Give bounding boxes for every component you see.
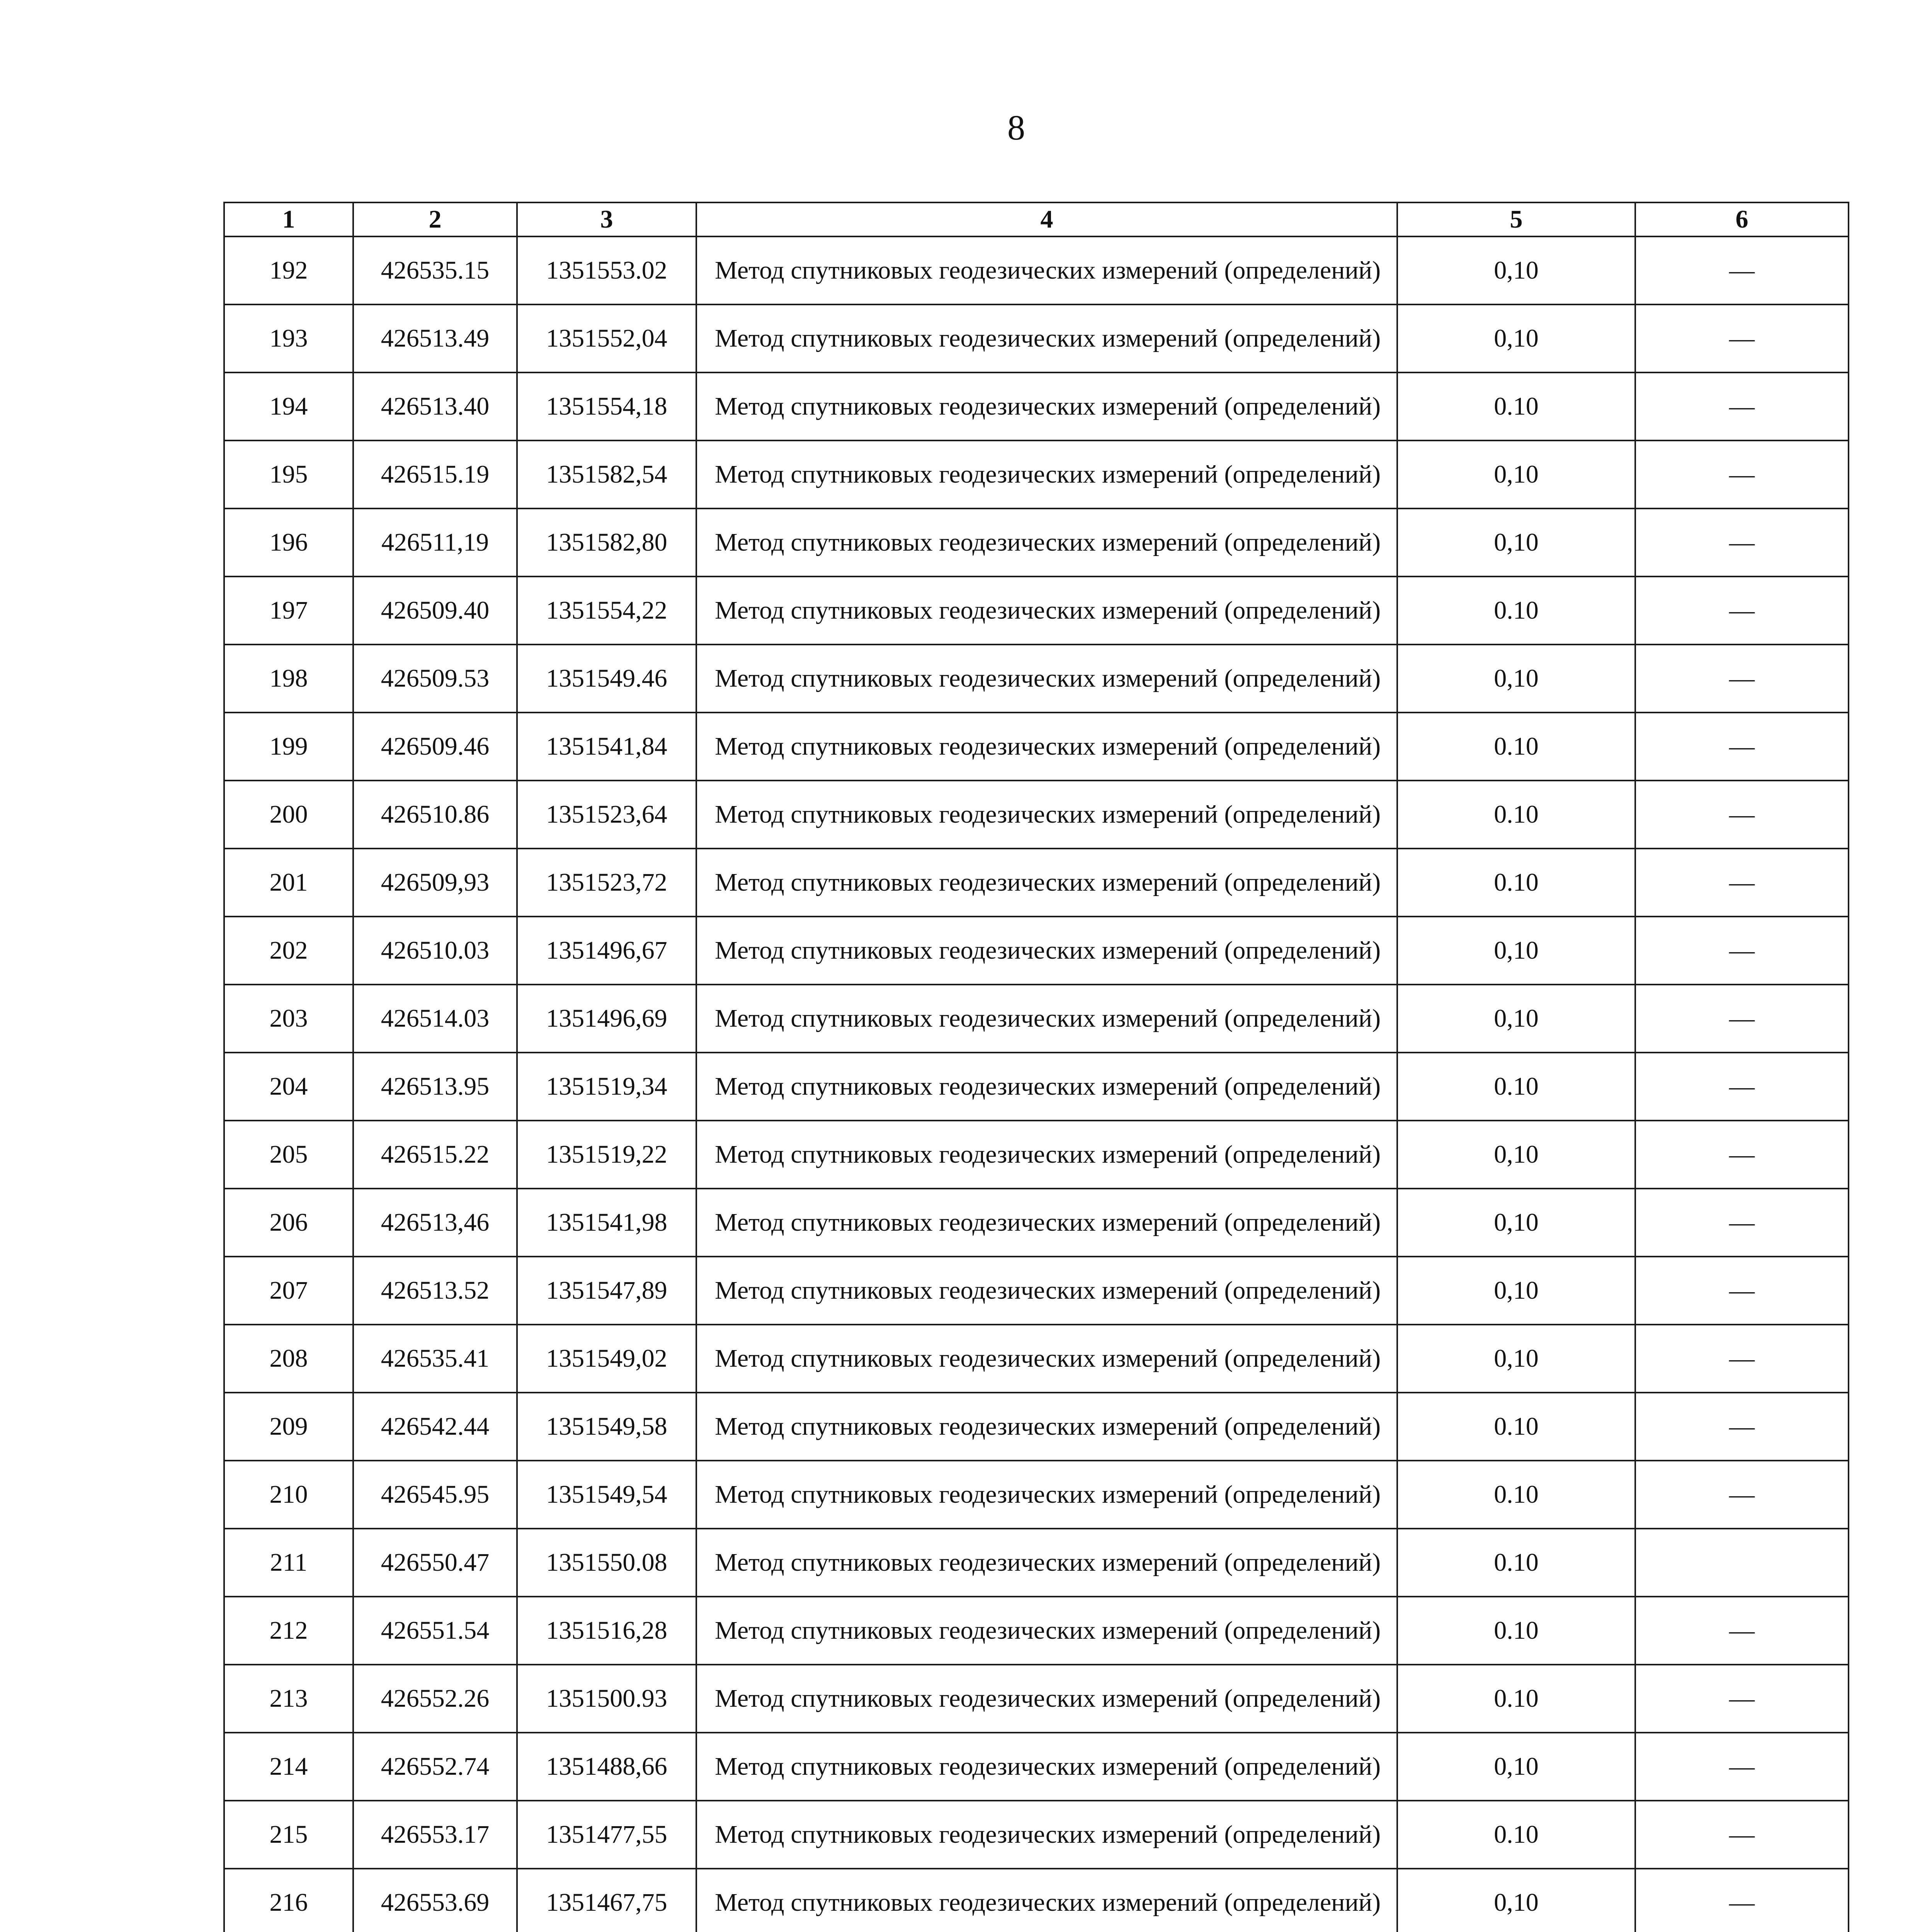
table-row [224,1801,1849,1869]
y-coordinate-cell: 1351496,67 [517,917,696,985]
method-cell: Метод спутниковых геодезических измерений (определений) [696,985,1397,1053]
method-cell: Метод спутниковых геодезических измерений (определений) [696,645,1397,713]
point-number-cell: 197 [224,577,353,645]
accuracy-cell: 0.10 [1397,1597,1635,1665]
x-coordinate-cell: 426513.52 [353,1257,517,1325]
table-row [224,1121,1849,1189]
x-coordinate-cell: 426553.69 [353,1869,517,1932]
table-row [224,917,1849,985]
point-number-cell: 194 [224,372,353,440]
y-coordinate-cell: 1351519,22 [517,1121,696,1189]
note-cell: — [1635,1393,1849,1461]
note-cell: — [1635,713,1849,781]
y-coordinate-cell: 1351500.93 [517,1665,696,1733]
note-cell [1635,1529,1849,1597]
header-col-4: 4 [696,202,1397,236]
y-coordinate-cell: 1351523,72 [517,849,696,917]
header-col-6: 6 [1635,202,1849,236]
note-cell: — [1635,645,1849,713]
point-number-cell: 195 [224,440,353,509]
accuracy-cell: 0.10 [1397,781,1635,849]
method-cell: Метод спутниковых геодезических измерений (определений) [696,577,1397,645]
y-coordinate-cell: 1351496,69 [517,985,696,1053]
method-cell: Метод спутниковых геодезических измерений (определений) [696,849,1397,917]
table-row [224,236,1849,304]
accuracy-cell: 0.10 [1397,713,1635,781]
point-number-cell: 215 [224,1801,353,1869]
table-row [224,372,1849,440]
method-cell: Метод спутниковых геодезических измерений (определений) [696,1053,1397,1121]
coordinates-table [223,202,1849,1932]
y-coordinate-cell: 1351547,89 [517,1257,696,1325]
x-coordinate-cell: 426553.17 [353,1801,517,1869]
header-col-3: 3 [517,202,696,236]
x-coordinate-cell: 426510.03 [353,917,517,985]
point-number-cell: 207 [224,1257,353,1325]
accuracy-cell: 0,10 [1397,645,1635,713]
x-coordinate-cell: 426510.86 [353,781,517,849]
x-coordinate-cell: 426513.49 [353,304,517,372]
point-number-cell: 208 [224,1325,353,1393]
note-cell: — [1635,509,1849,577]
method-cell: Метод спутниковых геодезических измерений (определений) [696,1801,1397,1869]
x-coordinate-cell: 426513.40 [353,372,517,440]
y-coordinate-cell: 1351477,55 [517,1801,696,1869]
note-cell: — [1635,1733,1849,1801]
y-coordinate-cell: 1351549,02 [517,1325,696,1393]
point-number-cell: 209 [224,1393,353,1461]
y-coordinate-cell: 1351554,22 [517,577,696,645]
y-coordinate-cell: 1351523,64 [517,781,696,849]
note-cell: — [1635,1869,1849,1932]
point-number-cell: 211 [224,1529,353,1597]
method-cell: Метод спутниковых геодезических измерений (определений) [696,1121,1397,1189]
accuracy-cell: 0.10 [1397,577,1635,645]
point-number-cell: 203 [224,985,353,1053]
method-cell: Метод спутниковых геодезических измерений (определений) [696,1325,1397,1393]
method-cell: Метод спутниковых геодезических измерений (определений) [696,1393,1397,1461]
y-coordinate-cell: 1351552,04 [517,304,696,372]
table-row [224,1393,1849,1461]
point-number-cell: 202 [224,917,353,985]
accuracy-cell: 0,10 [1397,509,1635,577]
x-coordinate-cell: 426552.74 [353,1733,517,1801]
y-coordinate-cell: 1351549,54 [517,1461,696,1529]
table-row [224,509,1849,577]
accuracy-cell: 0.10 [1397,1801,1635,1869]
x-coordinate-cell: 426515.19 [353,440,517,509]
x-coordinate-cell: 426550.47 [353,1529,517,1597]
table-row [224,577,1849,645]
note-cell: — [1635,849,1849,917]
table-row [224,1461,1849,1529]
point-number-cell: 216 [224,1869,353,1932]
accuracy-cell: 0,10 [1397,917,1635,985]
point-number-cell: 213 [224,1665,353,1733]
table-row [224,1665,1849,1733]
point-number-cell: 201 [224,849,353,917]
note-cell: — [1635,1257,1849,1325]
table-row [224,1733,1849,1801]
point-number-cell: 204 [224,1053,353,1121]
x-coordinate-cell: 426542.44 [353,1393,517,1461]
method-cell: Метод спутниковых геодезических измерений (определений) [696,372,1397,440]
accuracy-cell: 0,10 [1397,1121,1635,1189]
table-body [224,236,1849,1932]
header-col-5: 5 [1397,202,1635,236]
x-coordinate-cell: 426509.53 [353,645,517,713]
x-coordinate-cell: 426511,19 [353,509,517,577]
y-coordinate-cell: 1351488,66 [517,1733,696,1801]
x-coordinate-cell: 426509.46 [353,713,517,781]
accuracy-cell: 0.10 [1397,1053,1635,1121]
x-coordinate-cell: 426514.03 [353,985,517,1053]
note-cell: — [1635,1325,1849,1393]
method-cell: Метод спутниковых геодезических измерений (определений) [696,509,1397,577]
y-coordinate-cell: 1351516,28 [517,1597,696,1665]
accuracy-cell: 0,10 [1397,1733,1635,1801]
note-cell: — [1635,1665,1849,1733]
method-cell: Метод спутниковых геодезических измерений (определений) [696,1189,1397,1257]
table-row [224,645,1849,713]
table-row [224,1597,1849,1665]
note-cell: — [1635,1801,1849,1869]
method-cell: Метод спутниковых геодезических измерений (определений) [696,440,1397,509]
accuracy-cell: 0.10 [1397,372,1635,440]
note-cell: — [1635,1461,1849,1529]
page-number: 8 [1007,108,1025,147]
table-row [224,985,1849,1053]
y-coordinate-cell: 1351582,80 [517,509,696,577]
accuracy-cell: 0.10 [1397,1461,1635,1529]
x-coordinate-cell: 426509,93 [353,849,517,917]
table-row [224,1053,1849,1121]
point-number-cell: 199 [224,713,353,781]
method-cell: Метод спутниковых геодезических измерений (определений) [696,917,1397,985]
x-coordinate-cell: 426552.26 [353,1665,517,1733]
accuracy-cell: 0,10 [1397,1869,1635,1932]
note-cell: — [1635,372,1849,440]
accuracy-cell: 0.10 [1397,1393,1635,1461]
note-cell: — [1635,577,1849,645]
x-coordinate-cell: 426551.54 [353,1597,517,1665]
y-coordinate-cell: 1351549.46 [517,645,696,713]
table-row [224,1869,1849,1932]
accuracy-cell: 0,10 [1397,440,1635,509]
header-row [224,202,1849,236]
y-coordinate-cell: 1351519,34 [517,1053,696,1121]
point-number-cell: 193 [224,304,353,372]
method-cell: Метод спутниковых геодезических измерений (определений) [696,781,1397,849]
accuracy-cell: 0.10 [1397,1665,1635,1733]
table-row [224,304,1849,372]
point-number-cell: 214 [224,1733,353,1801]
table-row [224,849,1849,917]
x-coordinate-cell: 426515.22 [353,1121,517,1189]
note-cell: — [1635,917,1849,985]
y-coordinate-cell: 1351549,58 [517,1393,696,1461]
accuracy-cell: 0.10 [1397,1529,1635,1597]
method-cell: Метод спутниковых геодезических измерений (определений) [696,1529,1397,1597]
note-cell: — [1635,440,1849,509]
y-coordinate-cell: 1351541,98 [517,1189,696,1257]
point-number-cell: 210 [224,1461,353,1529]
accuracy-cell: 0,10 [1397,1189,1635,1257]
x-coordinate-cell: 426535.15 [353,236,517,304]
y-coordinate-cell: 1351554,18 [517,372,696,440]
point-number-cell: 198 [224,645,353,713]
point-number-cell: 196 [224,509,353,577]
table-row [224,1529,1849,1597]
note-cell: — [1635,304,1849,372]
method-cell: Метод спутниковых геодезических измерений (определений) [696,1461,1397,1529]
method-cell: Метод спутниковых геодезических измерений (определений) [696,1665,1397,1733]
note-cell: — [1635,985,1849,1053]
accuracy-cell: 0,10 [1397,1325,1635,1393]
note-cell: — [1635,1053,1849,1121]
y-coordinate-cell: 1351553.02 [517,236,696,304]
accuracy-cell: 0,10 [1397,1257,1635,1325]
x-coordinate-cell: 426545.95 [353,1461,517,1529]
y-coordinate-cell: 1351582,54 [517,440,696,509]
x-coordinate-cell: 426513.95 [353,1053,517,1121]
table-row [224,713,1849,781]
method-cell: Метод спутниковых геодезических измерений (определений) [696,236,1397,304]
x-coordinate-cell: 426535.41 [353,1325,517,1393]
table-row [224,781,1849,849]
point-number-cell: 205 [224,1121,353,1189]
table-row [224,440,1849,509]
accuracy-cell: 0,10 [1397,304,1635,372]
point-number-cell: 206 [224,1189,353,1257]
y-coordinate-cell: 1351550.08 [517,1529,696,1597]
table-row [224,1257,1849,1325]
point-number-cell: 192 [224,236,353,304]
accuracy-cell: 0,10 [1397,985,1635,1053]
header-col-2: 2 [353,202,517,236]
method-cell: Метод спутниковых геодезических измерений (определений) [696,713,1397,781]
table-row [224,1325,1849,1393]
note-cell: — [1635,236,1849,304]
note-cell: — [1635,1597,1849,1665]
point-number-cell: 200 [224,781,353,849]
method-cell: Метод спутниковых геодезических измерений (определений) [696,1597,1397,1665]
method-cell: Метод спутниковых геодезических измерений (определений) [696,304,1397,372]
method-cell: Метод спутниковых геодезических измерений (определений) [696,1869,1397,1932]
y-coordinate-cell: 1351467,75 [517,1869,696,1932]
table-row [224,1189,1849,1257]
method-cell: Метод спутниковых геодезических измерений (определений) [696,1733,1397,1801]
y-coordinate-cell: 1351541,84 [517,713,696,781]
point-number-cell: 212 [224,1597,353,1665]
accuracy-cell: 0.10 [1397,849,1635,917]
x-coordinate-cell: 426513,46 [353,1189,517,1257]
accuracy-cell: 0,10 [1397,236,1635,304]
note-cell: — [1635,1189,1849,1257]
method-cell: Метод спутниковых геодезических измерений (определений) [696,1257,1397,1325]
x-coordinate-cell: 426509.40 [353,577,517,645]
note-cell: — [1635,781,1849,849]
header-col-1: 1 [224,202,353,236]
note-cell: — [1635,1121,1849,1189]
